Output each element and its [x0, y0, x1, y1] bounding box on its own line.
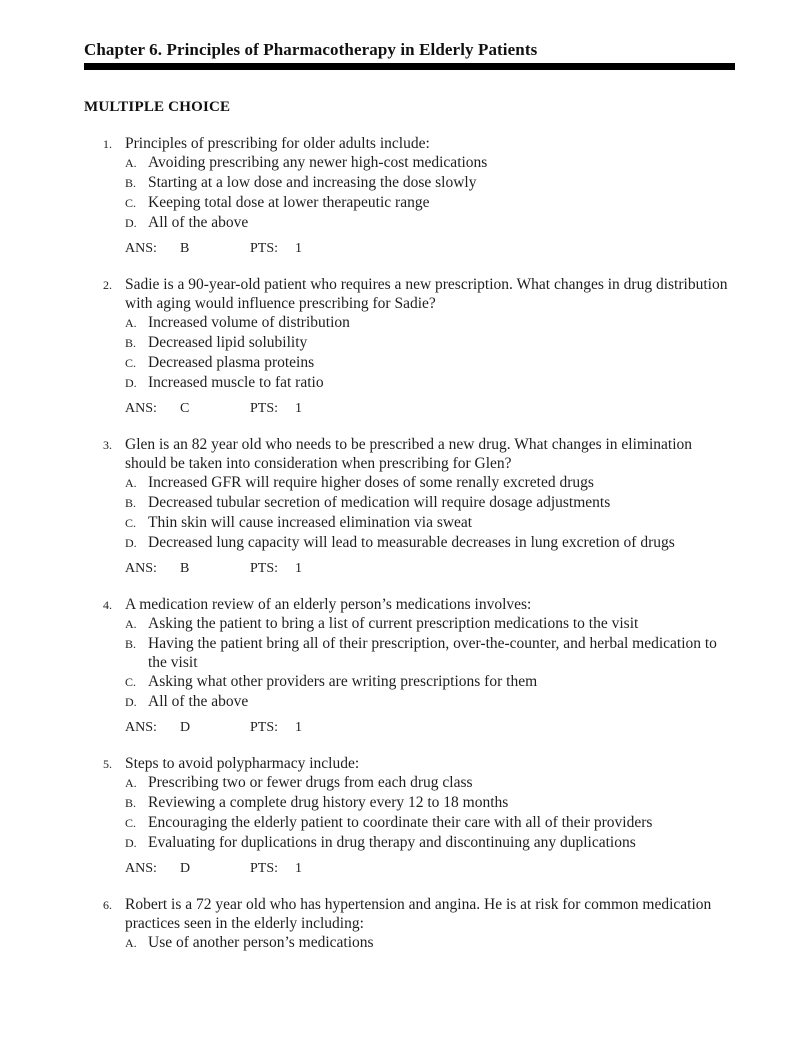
- question-row: [84, 134, 735, 258]
- question-block: [84, 275, 735, 418]
- option-text: Asking the patient to bring a list of current prescription medications to the visit: [148, 615, 639, 632]
- question-number: 2.: [103, 278, 112, 292]
- question-block: [84, 895, 735, 953]
- answer-row: [125, 718, 735, 737]
- option-text: Decreased plasma proteins: [148, 354, 315, 371]
- option-letter: C.: [125, 196, 137, 210]
- question-number: 1.: [103, 137, 112, 151]
- points-label: PTS:: [250, 401, 279, 416]
- chapter-title: Chapter 6. Principles of Pharmacotherapy in Elderly Patients: [84, 40, 538, 59]
- option-letter: B.: [125, 637, 137, 651]
- option-row: [125, 533, 735, 553]
- options-list: [125, 773, 735, 853]
- answer-label: ANS:: [125, 720, 157, 735]
- option-letter: C.: [125, 516, 137, 530]
- option-row: [125, 473, 735, 493]
- answer-label: ANS:: [125, 861, 157, 876]
- option-letter: B.: [125, 176, 137, 190]
- answer-row: [125, 239, 735, 258]
- option-row: [125, 833, 735, 853]
- question-row: [84, 435, 735, 578]
- option-text: Thin skin will cause increased elimination via sweat: [148, 514, 473, 531]
- option-letter: D.: [125, 216, 137, 230]
- answer-row: [125, 859, 735, 878]
- option-letter: D.: [125, 376, 137, 390]
- question-row: [84, 275, 735, 418]
- option-letter: A.: [125, 156, 137, 170]
- options-list: [125, 313, 735, 393]
- points-label: PTS:: [250, 241, 279, 256]
- section-heading: MULTIPLE CHOICE: [84, 99, 231, 115]
- question-number: 3.: [103, 438, 112, 452]
- option-text: Evaluating for duplications in drug therapy and discontinuing any duplications: [148, 834, 636, 851]
- option-row: [125, 493, 735, 513]
- option-letter: D.: [125, 695, 137, 709]
- option-row: [125, 672, 735, 692]
- question-body: [125, 134, 735, 258]
- question-text: Sadie is a 90-year-old patient who requires a new prescription. What changes in drug distribution with aging would influence prescribing for Sadie?: [125, 276, 728, 312]
- question-row: [84, 754, 735, 878]
- page-header: [84, 40, 735, 70]
- option-text: Avoiding prescribing any newer high-cost medications: [148, 154, 488, 171]
- option-text: Asking what other providers are writing prescriptions for them: [148, 673, 538, 690]
- option-row: [125, 692, 735, 712]
- option-row: [125, 193, 735, 213]
- question-number: 4.: [103, 598, 112, 612]
- answer-label: ANS:: [125, 561, 157, 576]
- option-letter: B.: [125, 796, 137, 810]
- option-text: Increased muscle to fat ratio: [148, 374, 324, 391]
- option-text: Encouraging the elderly patient to coordinate their care with all of their providers: [148, 814, 653, 831]
- options-list: [125, 614, 735, 712]
- points-value: 1: [295, 861, 302, 876]
- option-letter: D.: [125, 536, 137, 550]
- points-value: 1: [295, 241, 302, 256]
- answer-value: B: [180, 241, 190, 256]
- option-text: Starting at a low dose and increasing the dose slowly: [148, 174, 477, 191]
- question-body: [125, 895, 735, 953]
- answer-value: B: [180, 561, 190, 576]
- question-body: [125, 595, 735, 737]
- option-row: [125, 793, 735, 813]
- question-block: [84, 134, 735, 258]
- option-text: Decreased lung capacity will lead to measurable decreases in lung excretion of drugs: [148, 534, 675, 551]
- points-value: 1: [295, 720, 302, 735]
- answer-value: D: [180, 720, 191, 735]
- option-text: Increased GFR will require higher doses of some renally excreted drugs: [148, 474, 594, 491]
- option-text: All of the above: [148, 214, 249, 231]
- answer-label: ANS:: [125, 401, 157, 416]
- options-list: [125, 153, 735, 233]
- option-letter: A.: [125, 476, 137, 490]
- question-number: 5.: [103, 757, 112, 771]
- option-letter: A.: [125, 936, 137, 950]
- points-label: PTS:: [250, 720, 279, 735]
- question-body: [125, 435, 735, 578]
- points-value: 1: [295, 561, 302, 576]
- answer-label: ANS:: [125, 241, 157, 256]
- option-row: [125, 173, 735, 193]
- option-letter: C.: [125, 356, 137, 370]
- question-number: 6.: [103, 898, 112, 912]
- questions-container: [84, 134, 735, 953]
- option-row: [125, 933, 735, 953]
- question-body: [125, 754, 735, 878]
- answer-value: D: [180, 861, 191, 876]
- question-text: Glen is an 82 year old who needs to be prescribed a new drug. What changes in elimination should be taken into consideration when prescribing for Glen?: [125, 436, 693, 472]
- option-text: Increased volume of distribution: [148, 314, 350, 331]
- option-text: Having the patient bring all of their prescription, over-the-counter, and herbal medication to the visit: [148, 635, 717, 671]
- option-text: Use of another person’s medications: [148, 934, 374, 951]
- option-text: Prescribing two or fewer drugs from each drug class: [148, 774, 473, 791]
- option-text: Decreased lipid solubility: [148, 334, 308, 351]
- answer-row: [125, 559, 735, 578]
- title-rule: [84, 63, 735, 70]
- question-block: [84, 435, 735, 578]
- option-letter: A.: [125, 776, 137, 790]
- option-letter: C.: [125, 816, 137, 830]
- option-row: [125, 513, 735, 533]
- option-text: Reviewing a complete drug history every 12 to 18 months: [148, 794, 509, 811]
- question-row: [84, 595, 735, 737]
- question-block: [84, 754, 735, 878]
- option-row: [125, 313, 735, 333]
- question-block: [84, 595, 735, 737]
- option-letter: B.: [125, 496, 137, 510]
- option-row: [125, 634, 735, 672]
- answer-value: C: [180, 401, 190, 416]
- question-text: Steps to avoid polypharmacy include:: [125, 755, 360, 772]
- option-row: [125, 333, 735, 353]
- question-text: Principles of prescribing for older adults include:: [125, 135, 430, 152]
- option-row: [125, 813, 735, 833]
- option-letter: B.: [125, 336, 137, 350]
- option-row: [125, 373, 735, 393]
- question-row: [84, 895, 735, 953]
- option-letter: C.: [125, 675, 137, 689]
- points-value: 1: [295, 401, 302, 416]
- option-text: Decreased tubular secretion of medication will require dosage adjustments: [148, 494, 611, 511]
- question-text: Robert is a 72 year old who has hypertension and angina. He is at risk for common medication practices seen in the elderly including:: [125, 896, 712, 932]
- option-text: All of the above: [148, 693, 249, 710]
- question-body: [125, 275, 735, 418]
- option-row: [125, 153, 735, 173]
- points-label: PTS:: [250, 561, 279, 576]
- option-row: [125, 614, 735, 634]
- points-label: PTS:: [250, 861, 279, 876]
- option-row: [125, 353, 735, 373]
- option-letter: D.: [125, 836, 137, 850]
- option-row: [125, 773, 735, 793]
- options-list: [125, 473, 735, 553]
- answer-row: [125, 399, 735, 418]
- option-text: Keeping total dose at lower therapeutic range: [148, 194, 430, 211]
- option-row: [125, 213, 735, 233]
- option-letter: A.: [125, 617, 137, 631]
- question-text: A medication review of an elderly person’s medications involves:: [125, 596, 532, 613]
- options-list: [125, 933, 735, 953]
- option-letter: A.: [125, 316, 137, 330]
